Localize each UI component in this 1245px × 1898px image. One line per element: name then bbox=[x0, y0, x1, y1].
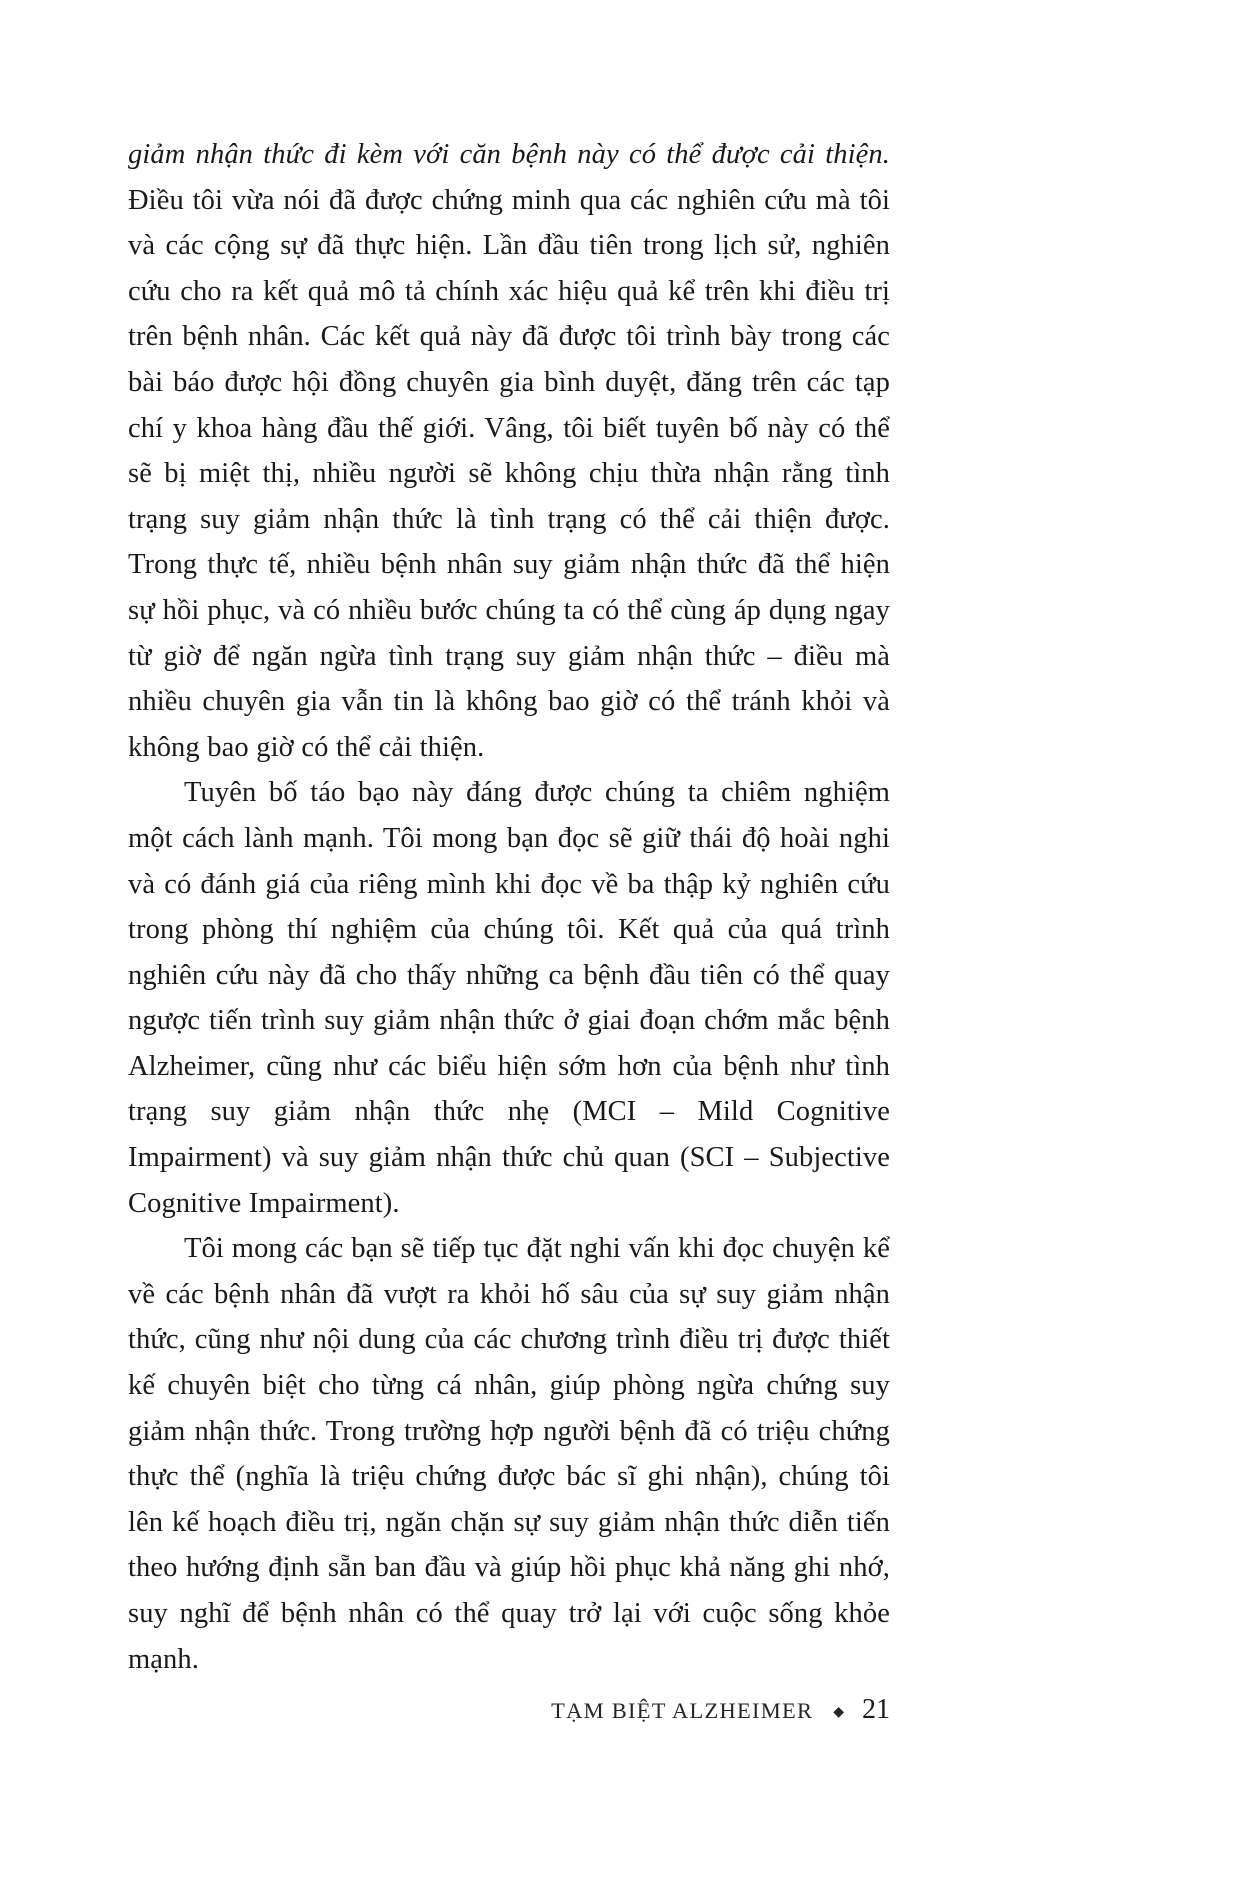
paragraph-1-italic-lead: giảm nhận thức đi kèm với căn bệnh này có thể được cải thiện. bbox=[128, 139, 890, 170]
page-body-text bbox=[128, 132, 890, 1682]
paragraph-1-text: Điều tôi vừa nói đã được chứng minh qua các nghiên cứu mà tôi và các cộng sự đã thực hiện. Lần đầu tiên trong lịch sử, nghiên cứu cho ra kết quả mô tả chính xác hiệu quả kể trên khi điều trị trên bệnh nhân. Các kết quả này đã được tôi trình bày trong các bài báo được hội đồng chuyên gia bình duyệt, đăng trên các tạp chí y khoa hàng đầu thế giới. Vâng, tôi biết tuyên bố này có thể sẽ bị miệt thị, nhiều người sẽ không chịu thừa nhận rằng tình trạng suy giảm nhận thức là tình trạng có thể cải thiện được. Trong thực tế, nhiều bệnh nhân suy giảm nhận thức đã thể hiện sự hồi phục, và có nhiều bước chúng ta có thể cùng áp dụng ngay từ giờ để ngăn ngừa tình trạng suy giảm nhận thức – điều mà nhiều chuyên gia vẫn tin là không bao giờ có thể tránh khỏi và không bao giờ có thể cải thiện. bbox=[128, 184, 890, 763]
footer-book-title: TẠM BIỆT ALZHEIMER bbox=[551, 1698, 814, 1723]
diamond-separator-icon: ◆ bbox=[833, 1705, 844, 1720]
page-footer bbox=[128, 1694, 890, 1726]
paragraph-3: Tôi mong các bạn sẽ tiếp tục đặt nghi vấn khi đọc chuyện kể về các bệnh nhân đã vượt ra khỏi hố sâu của sự suy giảm nhận thức, cũng như nội dung của các chương trình điều trị được thiết kế chuyên biệt cho từng cá nhân, giúp phòng ngừa chứng suy giảm nhận thức. Trong trường hợp người bệnh đã có triệu chứng thực thể (nghĩa là triệu chứng được bác sĩ ghi nhận), chúng tôi lên kế hoạch điều trị, ngăn chặn sự suy giảm nhận thức diễn tiến theo hướng định sẵn ban đầu và giúp hồi phục khả năng ghi nhớ, suy nghĩ để bệnh nhân có thể quay trở lại với cuộc sống khỏe mạnh. bbox=[128, 1233, 890, 1675]
paragraph-1 bbox=[128, 132, 890, 770]
paragraph-2: Tuyên bố táo bạo này đáng được chúng ta chiêm nghiệm một cách lành mạnh. Tôi mong bạn đọc sẽ giữ thái độ hoài nghi và có đánh giá của riêng mình khi đọc về ba thập kỷ nghiên cứu trong phòng thí nghiệm của chúng tôi. Kết quả của quá trình nghiên cứu này đã cho thấy những ca bệnh đầu tiên có thể quay ngược tiến trình suy giảm nhận thức ở giai đoạn chớm mắc bệnh Alzheimer, cũng như các biểu hiện sớm hơn của bệnh như tình trạng suy giảm nhận thức nhẹ (MCI – Mild Cognitive Impairment) và suy giảm nhận thức chủ quan (SCI – Subjective Cognitive Impairment). bbox=[128, 777, 890, 1219]
page-number: 21 bbox=[862, 1694, 890, 1725]
